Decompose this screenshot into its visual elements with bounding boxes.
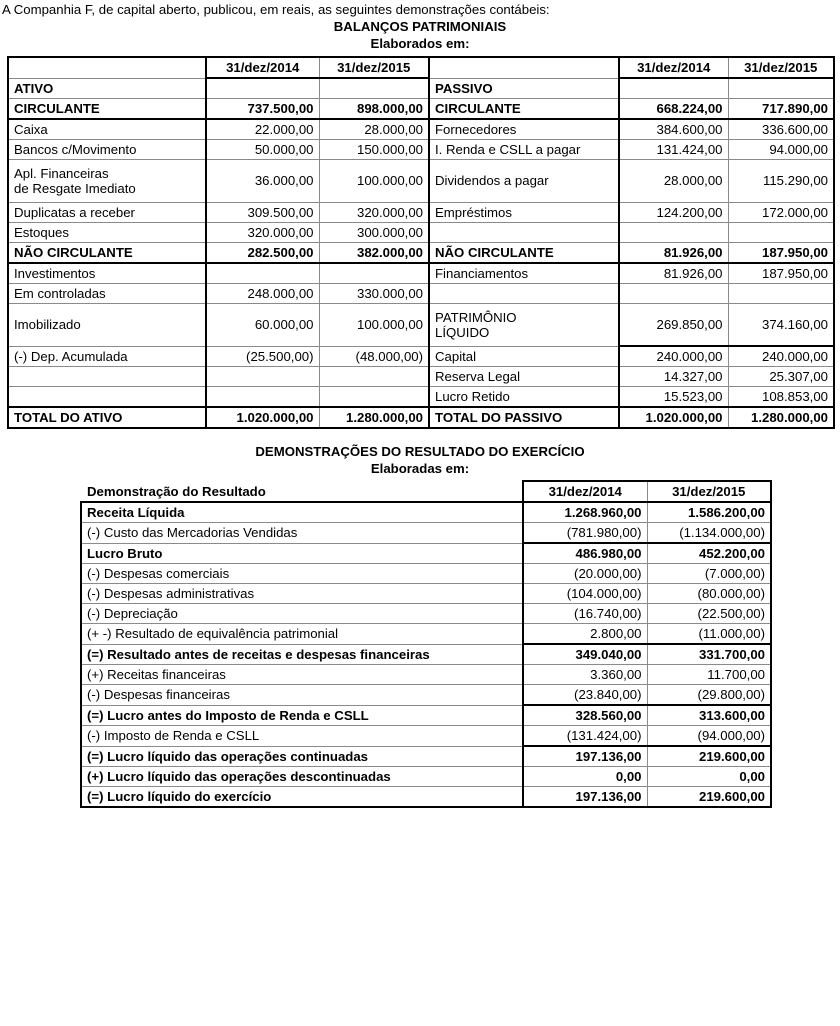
balance-sheet-row bbox=[8, 283, 834, 303]
balance-sheet-row bbox=[8, 346, 834, 367]
is-row-value-2014: 0,00 bbox=[523, 767, 647, 787]
is-row-label: (-) Despesas comerciais bbox=[81, 564, 523, 584]
bs-asset-label: ATIVO bbox=[8, 78, 206, 98]
bs-liability-label: Financiamentos bbox=[429, 263, 619, 284]
is-row-value-2014: 328.560,00 bbox=[523, 705, 647, 726]
bs-liability-label: Reserva Legal bbox=[429, 367, 619, 387]
income-statement-row bbox=[81, 665, 771, 685]
bs-liability-value-2015: 187.950,00 bbox=[728, 263, 834, 284]
bs-header-asset-label bbox=[8, 57, 206, 78]
is-row-value-2014: (23.840,00) bbox=[523, 685, 647, 706]
intro-paragraph: A Companhia F, de capital aberto, publicou, em reais, as seguintes demonstrações contábeis: bbox=[2, 2, 550, 17]
bs-liability-label: I. Renda e CSLL a pagar bbox=[429, 139, 619, 159]
balance-sheet-subtitle: Elaborados em: bbox=[370, 36, 470, 51]
income-statement-title: DEMONSTRAÇÕES DO RESULTADO DO EXERCÍCIO bbox=[255, 444, 585, 459]
balance-sheet-row bbox=[8, 407, 834, 428]
bs-asset-label: Bancos c/Movimento bbox=[8, 139, 206, 159]
bs-asset-value-2014: 22.000,00 bbox=[206, 119, 319, 140]
bs-asset-value-2015: 1.280.000,00 bbox=[319, 407, 429, 428]
is-row-value-2014: 197.136,00 bbox=[523, 787, 647, 808]
bs-liability-value-2014: 28.000,00 bbox=[619, 159, 728, 202]
income-statement-row bbox=[81, 746, 771, 767]
bs-liability-label: NÃO CIRCULANTE bbox=[429, 242, 619, 263]
bs-liability-label: Dividendos a pagar bbox=[429, 159, 619, 202]
bs-liability-value-2014: 384.600,00 bbox=[619, 119, 728, 140]
bs-liability-label: PATRIMÔNIO LÍQUIDO bbox=[429, 303, 619, 346]
is-row-label: (-) Depreciação bbox=[81, 604, 523, 624]
bs-header-asset-2015: 31/dez/2015 bbox=[319, 57, 429, 78]
bs-liability-value-2014 bbox=[619, 222, 728, 242]
is-row-value-2015: 0,00 bbox=[647, 767, 771, 787]
bs-liability-label: CIRCULANTE bbox=[429, 98, 619, 119]
bs-asset-value-2014: 248.000,00 bbox=[206, 283, 319, 303]
is-row-label: (-) Custo das Mercadorias Vendidas bbox=[81, 523, 523, 544]
bs-asset-value-2014: 1.020.000,00 bbox=[206, 407, 319, 428]
bs-liability-value-2015: 240.000,00 bbox=[728, 346, 834, 367]
balance-sheet-row bbox=[8, 119, 834, 140]
balance-sheet-row bbox=[8, 78, 834, 98]
bs-asset-label: NÃO CIRCULANTE bbox=[8, 242, 206, 263]
bs-liability-label bbox=[429, 283, 619, 303]
income-statement-row bbox=[81, 502, 771, 523]
is-row-value-2015: 452.200,00 bbox=[647, 543, 771, 564]
bs-liability-value-2015: 94.000,00 bbox=[728, 139, 834, 159]
bs-asset-label: Investimentos bbox=[8, 263, 206, 284]
balance-sheet-row bbox=[8, 387, 834, 408]
bs-asset-value-2015 bbox=[319, 387, 429, 408]
is-row-value-2014: 197.136,00 bbox=[523, 746, 647, 767]
bs-asset-label bbox=[8, 367, 206, 387]
bs-liability-value-2014: 269.850,00 bbox=[619, 303, 728, 346]
bs-asset-value-2015: 28.000,00 bbox=[319, 119, 429, 140]
balance-sheet-row bbox=[8, 202, 834, 222]
bs-asset-value-2014: 36.000,00 bbox=[206, 159, 319, 202]
bs-asset-value-2015: 320.000,00 bbox=[319, 202, 429, 222]
bs-liability-label: Fornecedores bbox=[429, 119, 619, 140]
bs-asset-label: Em controladas bbox=[8, 283, 206, 303]
balance-sheet-row bbox=[8, 263, 834, 284]
income-statement-row bbox=[81, 564, 771, 584]
is-row-label: (=) Lucro líquido do exercício bbox=[81, 787, 523, 808]
income-statement-row bbox=[81, 523, 771, 544]
bs-asset-label: Caixa bbox=[8, 119, 206, 140]
bs-liability-value-2014: 124.200,00 bbox=[619, 202, 728, 222]
is-header-2015: 31/dez/2015 bbox=[647, 481, 771, 502]
balance-sheet-table bbox=[7, 56, 835, 429]
is-row-value-2014: (131.424,00) bbox=[523, 726, 647, 747]
balance-sheet-title: BALANÇOS PATRIMONIAIS bbox=[333, 19, 507, 34]
bs-asset-value-2014 bbox=[206, 387, 319, 408]
bs-liability-value-2015: 25.307,00 bbox=[728, 367, 834, 387]
income-statement-row bbox=[81, 584, 771, 604]
bs-asset-value-2015: 330.000,00 bbox=[319, 283, 429, 303]
bs-liability-value-2015: 717.890,00 bbox=[728, 98, 834, 119]
bs-asset-value-2015: 300.000,00 bbox=[319, 222, 429, 242]
bs-liability-value-2014: 1.020.000,00 bbox=[619, 407, 728, 428]
bs-asset-value-2015: 382.000,00 bbox=[319, 242, 429, 263]
bs-liability-value-2015 bbox=[728, 222, 834, 242]
is-row-label: (-) Imposto de Renda e CSLL bbox=[81, 726, 523, 747]
is-row-value-2014: 3.360,00 bbox=[523, 665, 647, 685]
bs-asset-value-2015 bbox=[319, 367, 429, 387]
income-statement-row bbox=[81, 705, 771, 726]
income-statement-row bbox=[81, 787, 771, 808]
is-row-value-2014: 349.040,00 bbox=[523, 644, 647, 665]
bs-asset-label bbox=[8, 387, 206, 408]
is-row-value-2015: 11.700,00 bbox=[647, 665, 771, 685]
is-row-value-2015: (7.000,00) bbox=[647, 564, 771, 584]
income-statement-header-row bbox=[81, 481, 771, 502]
bs-asset-value-2015: 150.000,00 bbox=[319, 139, 429, 159]
bs-liability-value-2014: 14.327,00 bbox=[619, 367, 728, 387]
bs-asset-value-2015 bbox=[319, 263, 429, 284]
income-statement-row bbox=[81, 604, 771, 624]
bs-asset-value-2014: (25.500,00) bbox=[206, 346, 319, 367]
bs-asset-label: CIRCULANTE bbox=[8, 98, 206, 119]
bs-asset-label: Duplicatas a receber bbox=[8, 202, 206, 222]
bs-liability-label: TOTAL DO PASSIVO bbox=[429, 407, 619, 428]
bs-liability-value-2014: 15.523,00 bbox=[619, 387, 728, 408]
is-row-value-2014: 486.980,00 bbox=[523, 543, 647, 564]
bs-asset-value-2014: 737.500,00 bbox=[206, 98, 319, 119]
bs-asset-label: Imobilizado bbox=[8, 303, 206, 346]
bs-liability-value-2014: 81.926,00 bbox=[619, 263, 728, 284]
bs-asset-value-2014 bbox=[206, 263, 319, 284]
bs-liability-value-2015: 374.160,00 bbox=[728, 303, 834, 346]
bs-liability-value-2015: 1.280.000,00 bbox=[728, 407, 834, 428]
income-statement-row bbox=[81, 726, 771, 747]
bs-asset-value-2015 bbox=[319, 78, 429, 98]
bs-liability-value-2014: 131.424,00 bbox=[619, 139, 728, 159]
bs-header-liability-2014: 31/dez/2014 bbox=[619, 57, 728, 78]
is-row-label: (+) Receitas financeiras bbox=[81, 665, 523, 685]
is-row-value-2015: 313.600,00 bbox=[647, 705, 771, 726]
bs-asset-value-2014: 282.500,00 bbox=[206, 242, 319, 263]
bs-asset-label: (-) Dep. Acumulada bbox=[8, 346, 206, 367]
bs-asset-value-2014: 50.000,00 bbox=[206, 139, 319, 159]
bs-liability-value-2015: 172.000,00 bbox=[728, 202, 834, 222]
bs-header-liability-2015: 31/dez/2015 bbox=[728, 57, 834, 78]
is-row-label: Receita Líquida bbox=[81, 502, 523, 523]
bs-liability-label: PASSIVO bbox=[429, 78, 619, 98]
bs-asset-value-2014: 60.000,00 bbox=[206, 303, 319, 346]
income-statement-table bbox=[80, 480, 772, 808]
income-statement-row bbox=[81, 685, 771, 706]
is-row-value-2015: 219.600,00 bbox=[647, 746, 771, 767]
is-row-label: (+ -) Resultado de equivalência patrimonial bbox=[81, 624, 523, 645]
bs-asset-value-2015: (48.000,00) bbox=[319, 346, 429, 367]
bs-asset-value-2014: 309.500,00 bbox=[206, 202, 319, 222]
bs-header-asset-2014: 31/dez/2014 bbox=[206, 57, 319, 78]
balance-sheet-row bbox=[8, 98, 834, 119]
balance-sheet-row bbox=[8, 303, 834, 346]
bs-asset-label: TOTAL DO ATIVO bbox=[8, 407, 206, 428]
income-statement-row bbox=[81, 644, 771, 665]
is-row-value-2015: (22.500,00) bbox=[647, 604, 771, 624]
bs-liability-value-2014 bbox=[619, 283, 728, 303]
balance-sheet-row bbox=[8, 222, 834, 242]
is-row-value-2015: (1.134.000,00) bbox=[647, 523, 771, 544]
balance-sheet-row bbox=[8, 159, 834, 202]
bs-asset-label: Estoques bbox=[8, 222, 206, 242]
bs-asset-value-2015: 100.000,00 bbox=[319, 303, 429, 346]
bs-liability-label: Empréstimos bbox=[429, 202, 619, 222]
income-statement-row bbox=[81, 543, 771, 564]
is-row-value-2014: (104.000,00) bbox=[523, 584, 647, 604]
bs-asset-value-2014 bbox=[206, 78, 319, 98]
bs-header-liability-label bbox=[429, 57, 619, 78]
bs-liability-value-2015: 115.290,00 bbox=[728, 159, 834, 202]
bs-asset-label: Apl. Financeiras de Resgate Imediato bbox=[8, 159, 206, 202]
bs-liability-value-2015 bbox=[728, 78, 834, 98]
bs-liability-value-2014: 81.926,00 bbox=[619, 242, 728, 263]
is-row-label: (+) Lucro líquido das operações descontinuadas bbox=[81, 767, 523, 787]
bs-asset-value-2014: 320.000,00 bbox=[206, 222, 319, 242]
is-row-value-2015: (94.000,00) bbox=[647, 726, 771, 747]
bs-liability-label: Capital bbox=[429, 346, 619, 367]
is-row-label: (-) Despesas financeiras bbox=[81, 685, 523, 706]
is-row-label: (-) Despesas administrativas bbox=[81, 584, 523, 604]
is-row-value-2015: 219.600,00 bbox=[647, 787, 771, 808]
income-statement-row bbox=[81, 624, 771, 645]
balance-sheet-row bbox=[8, 242, 834, 263]
is-row-label: (=) Resultado antes de receitas e despesas financeiras bbox=[81, 644, 523, 665]
balance-sheet-header-row bbox=[8, 57, 834, 78]
bs-liability-value-2014 bbox=[619, 78, 728, 98]
balance-sheet-row bbox=[8, 139, 834, 159]
bs-liability-value-2015: 336.600,00 bbox=[728, 119, 834, 140]
is-header-label: Demonstração do Resultado bbox=[81, 481, 523, 502]
is-row-value-2014: 1.268.960,00 bbox=[523, 502, 647, 523]
bs-asset-value-2014 bbox=[206, 367, 319, 387]
bs-liability-value-2015: 108.853,00 bbox=[728, 387, 834, 408]
income-statement-subtitle: Elaboradas em: bbox=[370, 461, 470, 476]
is-row-value-2014: (781.980,00) bbox=[523, 523, 647, 544]
is-row-value-2014: 2.800,00 bbox=[523, 624, 647, 645]
is-row-label: (=) Lucro antes do Imposto de Renda e CSLL bbox=[81, 705, 523, 726]
bs-asset-value-2015: 100.000,00 bbox=[319, 159, 429, 202]
is-row-value-2015: 1.586.200,00 bbox=[647, 502, 771, 523]
is-row-label: Lucro Bruto bbox=[81, 543, 523, 564]
is-row-value-2015: (11.000,00) bbox=[647, 624, 771, 645]
bs-liability-value-2015 bbox=[728, 283, 834, 303]
income-statement-row bbox=[81, 767, 771, 787]
balance-sheet-row bbox=[8, 367, 834, 387]
is-row-value-2015: 331.700,00 bbox=[647, 644, 771, 665]
is-header-2014: 31/dez/2014 bbox=[523, 481, 647, 502]
is-row-value-2014: (20.000,00) bbox=[523, 564, 647, 584]
bs-asset-value-2015: 898.000,00 bbox=[319, 98, 429, 119]
is-row-value-2014: (16.740,00) bbox=[523, 604, 647, 624]
is-row-value-2015: (80.000,00) bbox=[647, 584, 771, 604]
bs-liability-value-2015: 187.950,00 bbox=[728, 242, 834, 263]
is-row-value-2015: (29.800,00) bbox=[647, 685, 771, 706]
is-row-label: (=) Lucro líquido das operações continuadas bbox=[81, 746, 523, 767]
bs-liability-label: Lucro Retido bbox=[429, 387, 619, 408]
bs-liability-label bbox=[429, 222, 619, 242]
bs-liability-value-2014: 240.000,00 bbox=[619, 346, 728, 367]
bs-liability-value-2014: 668.224,00 bbox=[619, 98, 728, 119]
